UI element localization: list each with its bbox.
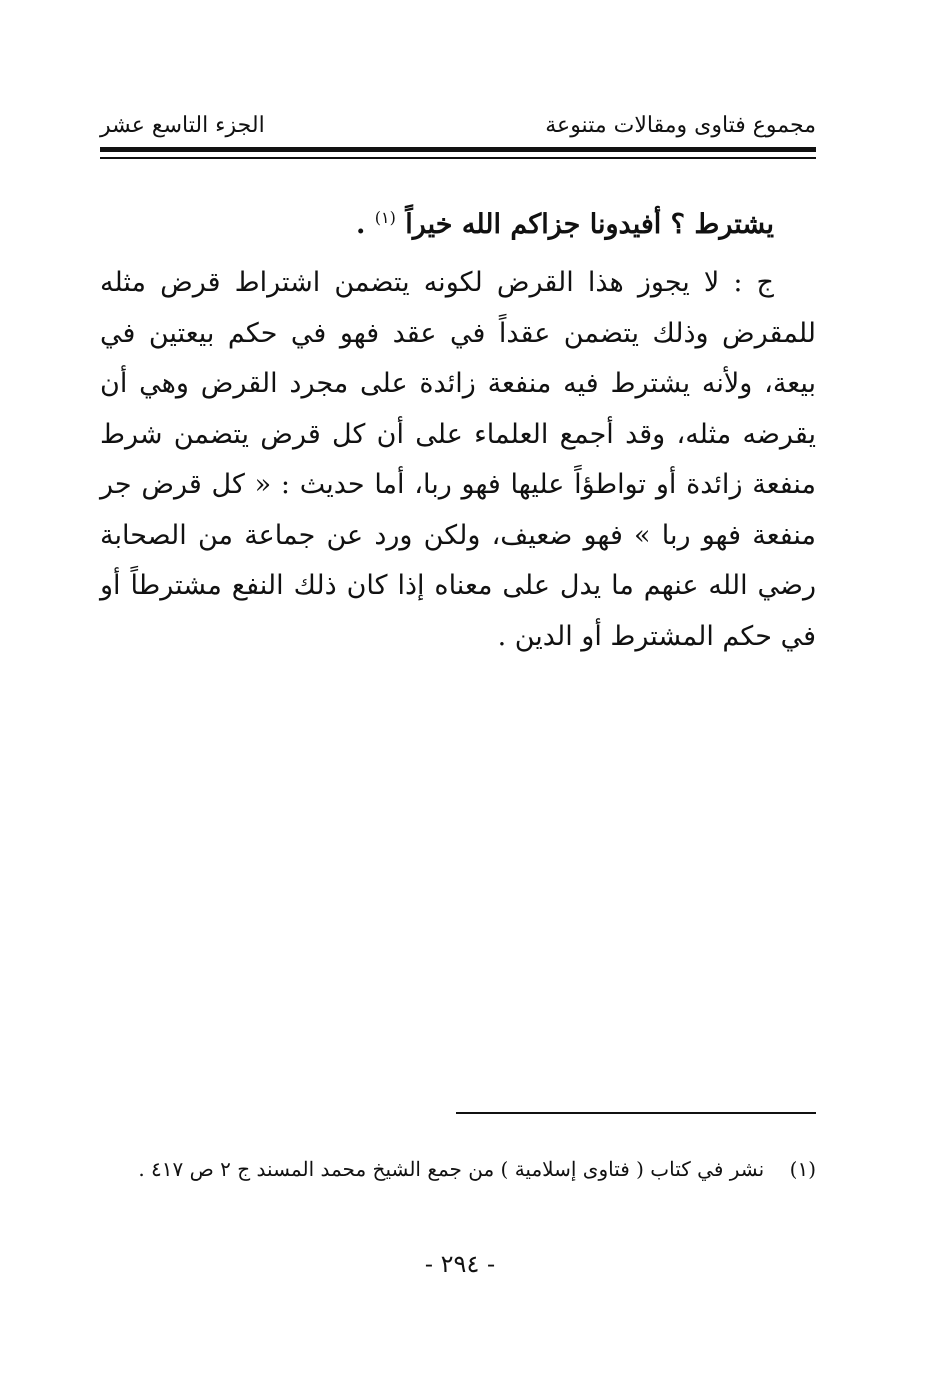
question-end: . (355, 209, 366, 240)
question-sentence: يشترط ؟ أفيدونا جزاكم الله خيراً (405, 209, 774, 240)
footnote-reference: (١) (374, 208, 396, 227)
footnote-marker: (١) (789, 1157, 816, 1181)
book-title: مجموع فتاوى ومقالات متنوعة (545, 113, 816, 138)
page-number: - ٢٩٤ - (424, 1250, 496, 1278)
volume-label: الجزء التاسع عشر (100, 113, 265, 138)
footnote-separator (456, 1112, 816, 1114)
header-rule-thick (100, 147, 816, 152)
answer-paragraph: ج : لا يجوز هذا القرض لكونه يتضمن اشتراط قرض مثله للمقرض وذلك يتضمن عقداً في عقد فهو في حكم بيعتين في بيعة، ولأنه يشترط فيه منفعة زائدة على مجرد القرض وهي أن يقرضه مثله، وقد أجمع العلماء على أن كل قرض يتضمن شرط منفعة زائدة أو تواطؤاً عليها فهو ربا، أما حديث : « كل قرض جر منفعة فهو ربا » فهو ضعيف، ولكن ورد عن جماعة من الصحابة رضي الله عنهم ما يدل على معناه إذا كان ذلك النفع مشترطاً أو في حكم المشترط أو الدين . (100, 267, 816, 652)
running-header (100, 110, 816, 142)
header-rule-thin (100, 157, 816, 159)
main-text (100, 190, 816, 662)
footnote-text: نشر في كتاب ( فتاوى إسلامية ) من جمع الشيخ محمد المسند ج ٢ ص ٤١٧ . (138, 1157, 765, 1181)
question-text (100, 190, 816, 246)
footnote (100, 1150, 816, 1188)
